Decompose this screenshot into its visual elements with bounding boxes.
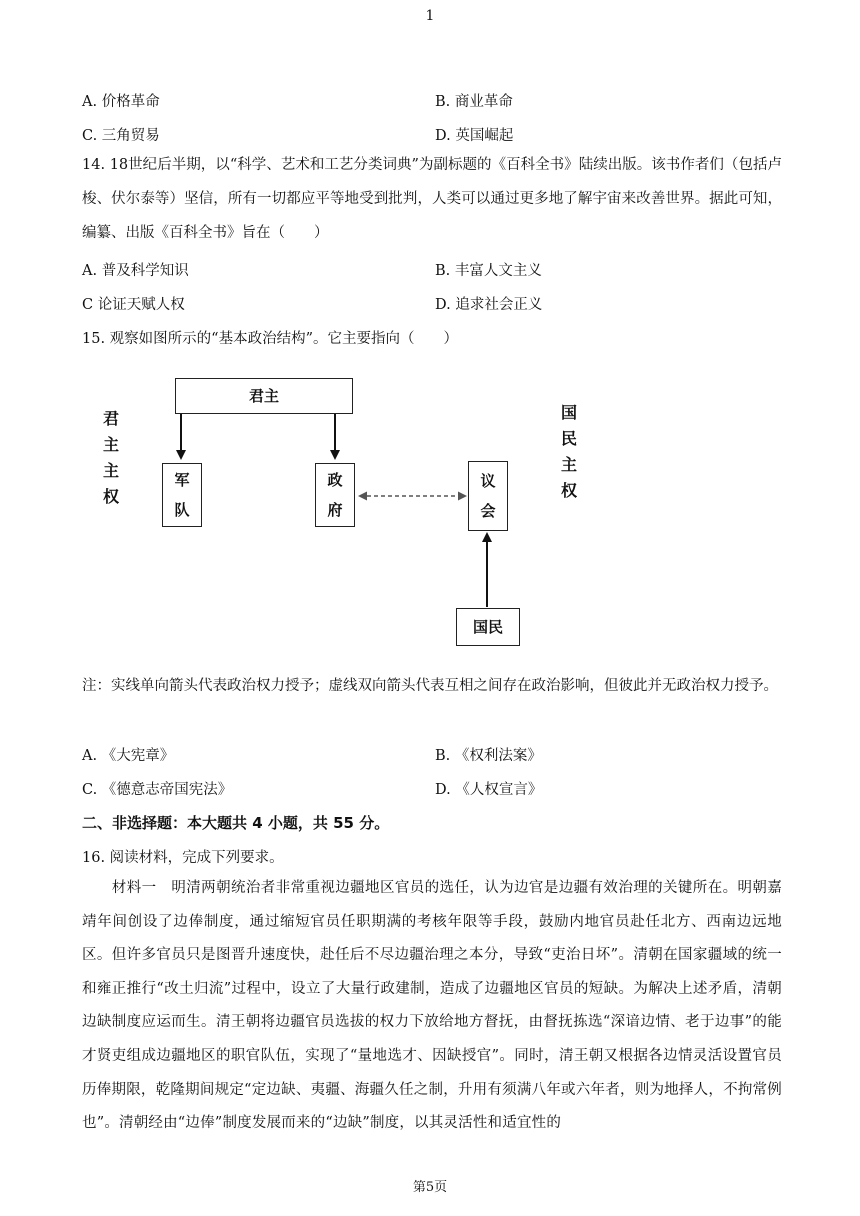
- q15-option-b: B. 《权利法案》: [435, 748, 542, 764]
- government-box: 政 府: [315, 463, 355, 527]
- q13-option-c: C. 三角贸易: [82, 128, 160, 144]
- page-number-top: 1: [425, 8, 435, 24]
- monarch-box: 君主: [175, 378, 353, 414]
- parliament-box: 议 会: [468, 461, 508, 531]
- q13-option-a: A. 价格革命: [82, 94, 160, 110]
- q15-note: 注：实线单向箭头代表政治权力授予；虚线双向箭头代表互相之间存在政治影响，但彼此并无政治权力授予。: [82, 678, 778, 694]
- q14-stem: 14. 18世纪后半期，以“科学、艺术和工艺分类词典”为副标题的《百科全书》陆续出版。该书作者们（包括卢梭、伏尔泰等）坚信，所有一切都应平等地受到批判，人类可以通过更多地了解宇宙来改善世界。据此可知，编纂、出版《百科全书》旨在（ ）: [82, 157, 782, 241]
- q14-option-c: C 论证天赋人权: [82, 297, 185, 313]
- army-box: 军 队: [162, 463, 202, 527]
- q13-option-d: D. 英国崛起: [435, 128, 514, 144]
- q15-option-a: A. 《大宪章》: [82, 748, 175, 764]
- section-heading: 二、非选择题：本大题共 4 小题，共 55 分。: [82, 814, 390, 832]
- political-structure-diagram: [95, 370, 615, 655]
- q15-option-d: D. 《人权宣言》: [435, 782, 543, 798]
- q16-stem: 16. 阅读材料，完成下列要求。: [82, 850, 284, 866]
- page-footer: 第5页: [412, 1180, 448, 1195]
- q14-option-a: A. 普及科学知识: [82, 263, 189, 279]
- q16-material-1: 材料一 明清两朝统治者非常重视边疆地区官员的选任，认为边官是边疆有效治理的关键所在。明朝嘉靖年间创设了边俸制度，通过缩短官员任职期满的考核年限等手段，鼓励内地官员赴任北方、西南边远地区。但许多官员只是图晋升速度快，赴任后不尽边疆治理之本分，导致“吏治日坏”。清朝在国家疆域的统一和雍正推行“改土归流”过程中，设立了大量行政建制，造成了边疆地区官员的短缺。为解决上述矛盾，清朝边缺制度应运而生。清王朝将边疆官员选拔的权力下放给地方督抚，由督抚拣选“深谙边情、老于边事”的能才贤吏组成边疆地区的职官队伍，实现了“量地选才、因缺授官”。同时，清王朝又根据各边情灵活设置官员历俸期限，乾隆期间规定“定边缺、夷疆、海疆久任之制，升用有须满八年或六年者，则为地择人，不拘常例也”。清朝经由“边俸”制度发展而来的“边缺”制度，以其灵活性和适宜性的: [82, 880, 782, 1132]
- q14-option-b: B. 丰富人文主义: [435, 263, 542, 279]
- q15-option-c: C. 《德意志帝国宪法》: [82, 782, 233, 798]
- q13-option-b: B. 商业革命: [435, 94, 513, 110]
- q15-stem: 15. 观察如图所示的“基本政治结构”。它主要指向（ ）: [82, 331, 458, 347]
- citizens-box: 国民: [456, 608, 520, 646]
- popular-sovereignty-label: 国 民 主 权: [560, 403, 577, 500]
- monarchical-sovereignty-label: 君 主 主 权: [102, 409, 119, 506]
- q14-option-d: D. 追求社会正义: [435, 297, 543, 313]
